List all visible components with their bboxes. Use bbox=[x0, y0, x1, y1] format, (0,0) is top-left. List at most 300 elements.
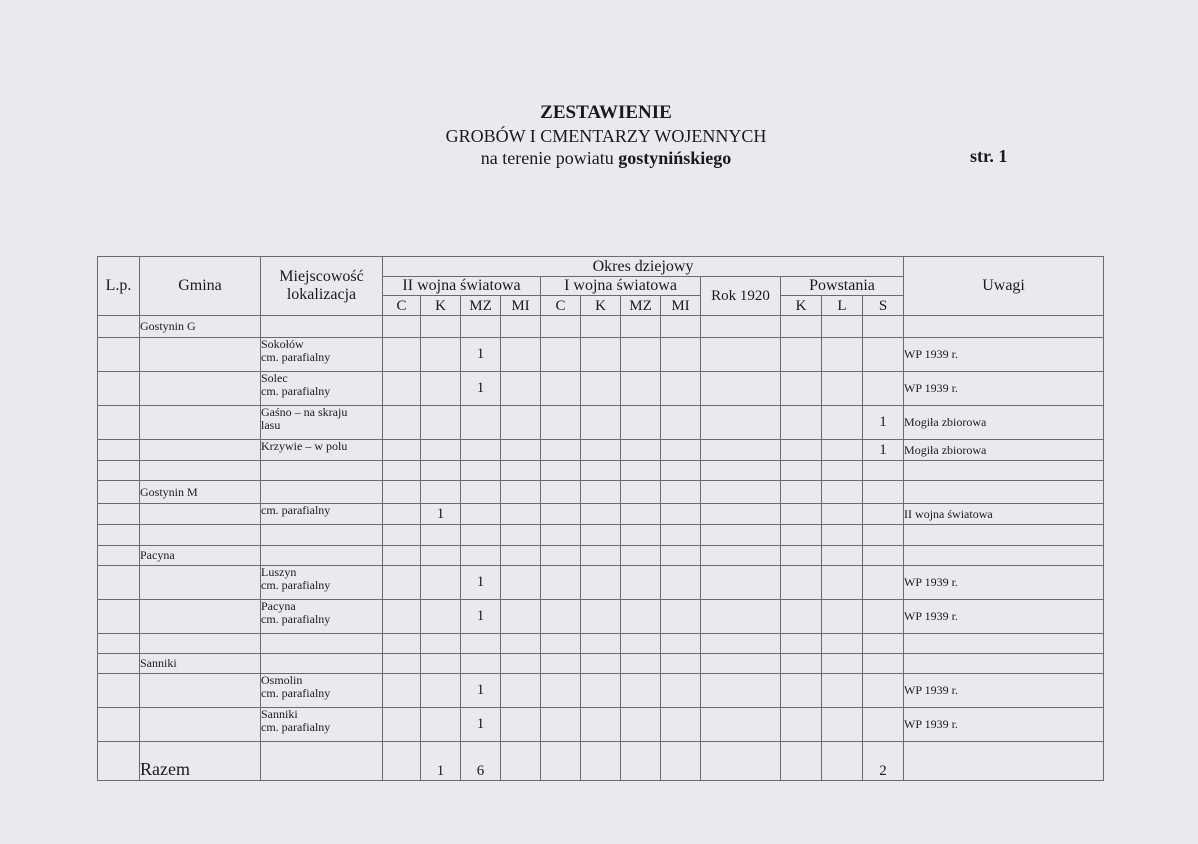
cell-count bbox=[822, 406, 863, 440]
subheader-ww1-k: K bbox=[581, 296, 621, 316]
cell-gmina bbox=[140, 372, 261, 406]
cell-count bbox=[383, 634, 421, 654]
cell-miejscowosc: Sokołów cm. parafialny bbox=[261, 338, 383, 372]
cell-count bbox=[781, 708, 822, 742]
cell-count bbox=[501, 525, 541, 546]
cell-count bbox=[701, 674, 781, 708]
cell-count bbox=[863, 708, 904, 742]
table-body bbox=[98, 316, 1104, 781]
cell-gmina bbox=[140, 566, 261, 600]
cell-count bbox=[863, 316, 904, 338]
cell-count bbox=[501, 566, 541, 600]
cell-count bbox=[541, 708, 581, 742]
cell-count: 1 bbox=[461, 566, 501, 600]
cell-miejscowosc bbox=[261, 461, 383, 481]
cell-count bbox=[661, 338, 701, 372]
cell-count bbox=[421, 461, 461, 481]
cell-count bbox=[822, 504, 863, 525]
cell-count bbox=[541, 440, 581, 461]
cell-count bbox=[863, 566, 904, 600]
cell-count bbox=[781, 504, 822, 525]
cell-count bbox=[581, 525, 621, 546]
cell-count bbox=[501, 461, 541, 481]
cell-count bbox=[421, 481, 461, 504]
cell-count bbox=[621, 566, 661, 600]
cell-count bbox=[822, 481, 863, 504]
cell-count bbox=[581, 338, 621, 372]
cell-count bbox=[863, 674, 904, 708]
total-count bbox=[541, 742, 581, 781]
title-line-3-district: gostynińskiego bbox=[618, 148, 732, 168]
cell-gmina bbox=[140, 708, 261, 742]
cell-count bbox=[383, 461, 421, 481]
header-uwagi: Uwagi bbox=[904, 257, 1104, 316]
total-label: Razem bbox=[140, 742, 261, 781]
cell-count bbox=[701, 654, 781, 674]
cell-count bbox=[383, 338, 421, 372]
cell-lp bbox=[98, 461, 140, 481]
cell-count bbox=[541, 461, 581, 481]
document-title bbox=[0, 101, 1198, 169]
cell-gmina bbox=[140, 674, 261, 708]
cell-count bbox=[781, 461, 822, 481]
cell-count bbox=[863, 654, 904, 674]
subheader-ww1-mi: MI bbox=[661, 296, 701, 316]
cell-count: 1 bbox=[461, 372, 501, 406]
cell-miejscowosc: Pacyna cm. parafialny bbox=[261, 600, 383, 634]
cell-uwagi bbox=[904, 742, 1104, 781]
cell-count bbox=[781, 600, 822, 634]
cell-count bbox=[701, 504, 781, 525]
cell-count bbox=[581, 566, 621, 600]
cell-count bbox=[822, 546, 863, 566]
cell-count bbox=[822, 654, 863, 674]
cell-count bbox=[661, 406, 701, 440]
header-okres: Okres dziejowy bbox=[383, 257, 904, 277]
cell-uwagi bbox=[904, 546, 1104, 566]
cell-lp bbox=[98, 440, 140, 461]
cell-count bbox=[863, 338, 904, 372]
cell-lp bbox=[98, 481, 140, 504]
cell-count bbox=[661, 708, 701, 742]
cell-count bbox=[863, 634, 904, 654]
title-line-2: GROBÓW I CMENTARZY WOJENNYCH bbox=[445, 126, 767, 146]
cell-gmina bbox=[140, 461, 261, 481]
cell-uwagi: Mogiła zbiorowa bbox=[904, 440, 1104, 461]
cell-lp bbox=[98, 504, 140, 525]
cell-count bbox=[863, 600, 904, 634]
cell-count bbox=[581, 316, 621, 338]
cell-uwagi: WP 1939 r. bbox=[904, 566, 1104, 600]
cell-miejscowosc bbox=[261, 634, 383, 654]
header-miejscowosc: Miejscowość lokalizacja bbox=[261, 257, 383, 316]
cell-gmina bbox=[140, 634, 261, 654]
cell-gmina: Sanniki bbox=[140, 654, 261, 674]
cell-count bbox=[581, 674, 621, 708]
cell-count bbox=[822, 634, 863, 654]
header-ww1: I wojna światowa bbox=[541, 277, 701, 296]
cell-count bbox=[501, 634, 541, 654]
table-row bbox=[98, 654, 1104, 674]
total-count bbox=[581, 742, 621, 781]
cell-count bbox=[383, 481, 421, 504]
cell-gmina bbox=[140, 440, 261, 461]
cell-count bbox=[461, 654, 501, 674]
cell-count bbox=[421, 525, 461, 546]
cell-count bbox=[421, 566, 461, 600]
table-row bbox=[98, 338, 1104, 372]
cell-lp bbox=[98, 674, 140, 708]
cell-count bbox=[421, 708, 461, 742]
cell-count bbox=[501, 440, 541, 461]
cell-count bbox=[581, 372, 621, 406]
cell-count bbox=[701, 338, 781, 372]
cell-count bbox=[501, 338, 541, 372]
cell-count bbox=[621, 634, 661, 654]
cell-count bbox=[822, 600, 863, 634]
cell-count bbox=[461, 546, 501, 566]
cell-count bbox=[383, 316, 421, 338]
cell-gmina bbox=[140, 504, 261, 525]
cell-count bbox=[822, 338, 863, 372]
title-line-1: ZESTAWIENIE bbox=[540, 102, 672, 123]
cell-lp bbox=[98, 654, 140, 674]
cell-count bbox=[541, 504, 581, 525]
total-count: 6 bbox=[461, 742, 501, 781]
cell-count bbox=[541, 481, 581, 504]
cell-count bbox=[541, 372, 581, 406]
cell-count bbox=[621, 481, 661, 504]
cell-count bbox=[461, 634, 501, 654]
cell-uwagi bbox=[904, 316, 1104, 338]
cell-lp bbox=[98, 338, 140, 372]
cell-count bbox=[621, 461, 661, 481]
cell-lp bbox=[98, 406, 140, 440]
cell-count bbox=[661, 461, 701, 481]
cell-count bbox=[781, 406, 822, 440]
cell-count bbox=[461, 440, 501, 461]
cell-count bbox=[501, 406, 541, 440]
total-count bbox=[781, 742, 822, 781]
cell-count bbox=[621, 440, 661, 461]
cell-count bbox=[621, 708, 661, 742]
cell-count bbox=[822, 708, 863, 742]
cell-miejscowosc bbox=[261, 546, 383, 566]
cell-count bbox=[621, 674, 661, 708]
cell-count bbox=[621, 546, 661, 566]
cell-count bbox=[541, 566, 581, 600]
cell-count bbox=[701, 406, 781, 440]
cell-count bbox=[421, 406, 461, 440]
cell-uwagi: WP 1939 r. bbox=[904, 600, 1104, 634]
cell-count bbox=[581, 708, 621, 742]
cell-count bbox=[661, 566, 701, 600]
cell-count bbox=[661, 316, 701, 338]
cell-miejscowosc: Krzywie – w polu bbox=[261, 440, 383, 461]
cell-count: 1 bbox=[421, 504, 461, 525]
cell-count bbox=[701, 546, 781, 566]
table-row bbox=[98, 372, 1104, 406]
cell-miejscowosc: Osmolin cm. parafialny bbox=[261, 674, 383, 708]
cell-count bbox=[541, 406, 581, 440]
cell-count bbox=[383, 525, 421, 546]
cell-count bbox=[383, 654, 421, 674]
cell-count bbox=[501, 546, 541, 566]
cell-count bbox=[541, 634, 581, 654]
table-row bbox=[98, 600, 1104, 634]
cell-count: 1 bbox=[461, 600, 501, 634]
cell-gmina bbox=[140, 406, 261, 440]
cell-count bbox=[621, 338, 661, 372]
cell-lp bbox=[98, 525, 140, 546]
cell-count bbox=[541, 338, 581, 372]
table-row bbox=[98, 406, 1104, 440]
cell-count bbox=[822, 440, 863, 461]
cell-count bbox=[501, 316, 541, 338]
cell-count bbox=[781, 654, 822, 674]
cell-count: 1 bbox=[863, 440, 904, 461]
cell-count bbox=[781, 634, 822, 654]
cell-count: 1 bbox=[461, 338, 501, 372]
header-ww2: II wojna światowa bbox=[383, 277, 541, 296]
cell-lp bbox=[98, 708, 140, 742]
cell-count bbox=[661, 504, 701, 525]
cell-count bbox=[781, 338, 822, 372]
cell-miejscowosc: Solec cm. parafialny bbox=[261, 372, 383, 406]
cell-count bbox=[581, 504, 621, 525]
cell-count bbox=[661, 525, 701, 546]
cell-count bbox=[661, 546, 701, 566]
cell-miejscowosc bbox=[261, 481, 383, 504]
cell-count bbox=[421, 316, 461, 338]
cell-count bbox=[863, 546, 904, 566]
cell-count bbox=[661, 481, 701, 504]
cell-lp bbox=[98, 634, 140, 654]
cell-count bbox=[661, 634, 701, 654]
table-row bbox=[98, 708, 1104, 742]
cell-gmina: Gostynin G bbox=[140, 316, 261, 338]
cell-count bbox=[421, 372, 461, 406]
cell-count bbox=[863, 461, 904, 481]
cell-count bbox=[781, 566, 822, 600]
cell-count bbox=[822, 461, 863, 481]
cell-count bbox=[581, 461, 621, 481]
cell-count bbox=[383, 600, 421, 634]
cell-uwagi: WP 1939 r. bbox=[904, 338, 1104, 372]
cell-count bbox=[621, 372, 661, 406]
cell-count bbox=[863, 504, 904, 525]
subheader-ww2-mz: MZ bbox=[461, 296, 501, 316]
cell-miejscowosc: Luszyn cm. parafialny bbox=[261, 566, 383, 600]
subheader-ww2-c: C bbox=[383, 296, 421, 316]
cell-count bbox=[383, 708, 421, 742]
cell-count bbox=[701, 566, 781, 600]
cell-uwagi: WP 1939 r. bbox=[904, 372, 1104, 406]
cell-count bbox=[581, 546, 621, 566]
cell-count bbox=[822, 525, 863, 546]
cell-count bbox=[461, 316, 501, 338]
cell-count bbox=[461, 525, 501, 546]
cell-count bbox=[661, 654, 701, 674]
cell-count bbox=[421, 440, 461, 461]
cell-miejscowosc: Sanniki cm. parafialny bbox=[261, 708, 383, 742]
cell-miejscowosc: Gaśno – na skraju lasu bbox=[261, 406, 383, 440]
cell-count bbox=[461, 406, 501, 440]
cell-count bbox=[621, 600, 661, 634]
cell-lp bbox=[98, 546, 140, 566]
cell-count bbox=[501, 481, 541, 504]
cell-count bbox=[701, 481, 781, 504]
cell-lp bbox=[98, 566, 140, 600]
cell-count bbox=[863, 372, 904, 406]
total-row bbox=[98, 742, 1104, 781]
cell-count bbox=[863, 481, 904, 504]
cell-count: 1 bbox=[863, 406, 904, 440]
total-count bbox=[661, 742, 701, 781]
cell-count: 1 bbox=[461, 708, 501, 742]
cell-uwagi bbox=[904, 654, 1104, 674]
cell-count bbox=[461, 481, 501, 504]
cell-count bbox=[421, 546, 461, 566]
total-count bbox=[701, 742, 781, 781]
cell-count bbox=[781, 440, 822, 461]
table-header bbox=[98, 257, 1104, 316]
cell-count bbox=[383, 406, 421, 440]
header-lp: L.p. bbox=[98, 257, 140, 316]
cell-count bbox=[501, 372, 541, 406]
total-count bbox=[621, 742, 661, 781]
subheader-powstania-l: L bbox=[822, 296, 863, 316]
table-row bbox=[98, 481, 1104, 504]
header-powstania: Powstania bbox=[781, 277, 904, 296]
cell-count bbox=[541, 674, 581, 708]
cell-count bbox=[822, 566, 863, 600]
total-count: 2 bbox=[863, 742, 904, 781]
cell-miejscowosc bbox=[261, 654, 383, 674]
cell-count bbox=[661, 440, 701, 461]
cell-lp bbox=[98, 742, 140, 781]
cell-count bbox=[581, 634, 621, 654]
table-row bbox=[98, 674, 1104, 708]
cell-count bbox=[822, 372, 863, 406]
total-count: 1 bbox=[421, 742, 461, 781]
cell-uwagi bbox=[904, 461, 1104, 481]
cell-count bbox=[863, 525, 904, 546]
total-count bbox=[383, 742, 421, 781]
cell-count bbox=[781, 481, 822, 504]
cell-count bbox=[501, 708, 541, 742]
cell-count bbox=[541, 654, 581, 674]
title-line-3 bbox=[0, 147, 1198, 169]
cell-count bbox=[421, 600, 461, 634]
cell-count bbox=[781, 674, 822, 708]
cell-gmina bbox=[140, 600, 261, 634]
cell-miejscowosc bbox=[261, 316, 383, 338]
subheader-ww1-mz: MZ bbox=[621, 296, 661, 316]
cell-count bbox=[461, 504, 501, 525]
cell-count bbox=[383, 372, 421, 406]
cell-count bbox=[621, 406, 661, 440]
header-rok1920: Rok 1920 bbox=[701, 277, 781, 316]
cell-miejscowosc: cm. parafialny bbox=[261, 504, 383, 525]
cell-count bbox=[581, 600, 621, 634]
cell-count bbox=[383, 504, 421, 525]
cell-count bbox=[621, 316, 661, 338]
cell-count bbox=[701, 600, 781, 634]
cell-count bbox=[541, 316, 581, 338]
cell-count bbox=[701, 372, 781, 406]
cell-count bbox=[621, 504, 661, 525]
cell-count bbox=[701, 634, 781, 654]
cell-count bbox=[661, 674, 701, 708]
cell-count bbox=[383, 566, 421, 600]
cell-count bbox=[781, 546, 822, 566]
cell-count bbox=[781, 372, 822, 406]
cell-count bbox=[661, 372, 701, 406]
cell-count bbox=[701, 316, 781, 338]
cell-count bbox=[383, 674, 421, 708]
cell-count bbox=[701, 440, 781, 461]
cell-gmina: Pacyna bbox=[140, 546, 261, 566]
cell-count bbox=[421, 634, 461, 654]
subheader-powstania-s: S bbox=[863, 296, 904, 316]
table-row bbox=[98, 504, 1104, 525]
total-count bbox=[822, 742, 863, 781]
cell-count bbox=[822, 316, 863, 338]
cell-count bbox=[421, 338, 461, 372]
cell-gmina bbox=[140, 525, 261, 546]
cell-uwagi bbox=[904, 481, 1104, 504]
cell-lp bbox=[98, 372, 140, 406]
cell-count: 1 bbox=[461, 674, 501, 708]
table-row bbox=[98, 525, 1104, 546]
cell-count bbox=[621, 654, 661, 674]
table-row bbox=[98, 461, 1104, 481]
cell-count bbox=[781, 525, 822, 546]
table-row bbox=[98, 440, 1104, 461]
cell-uwagi: WP 1939 r. bbox=[904, 708, 1104, 742]
cell-count bbox=[421, 654, 461, 674]
cell-count bbox=[383, 440, 421, 461]
cell-count bbox=[541, 546, 581, 566]
cell-count bbox=[581, 406, 621, 440]
cell-count bbox=[383, 546, 421, 566]
subheader-ww2-mi: MI bbox=[501, 296, 541, 316]
cell-count bbox=[421, 674, 461, 708]
cell-uwagi: II wojna światowa bbox=[904, 504, 1104, 525]
cell-count bbox=[501, 674, 541, 708]
cell-count bbox=[822, 674, 863, 708]
cell-count bbox=[781, 316, 822, 338]
subheader-ww2-k: K bbox=[421, 296, 461, 316]
cell-count bbox=[461, 461, 501, 481]
cell-gmina: Gostynin M bbox=[140, 481, 261, 504]
cell-count bbox=[581, 481, 621, 504]
cell-uwagi: Mogiła zbiorowa bbox=[904, 406, 1104, 440]
cell-count bbox=[501, 654, 541, 674]
table-row bbox=[98, 634, 1104, 654]
cell-count bbox=[621, 525, 661, 546]
cell-count bbox=[581, 654, 621, 674]
header-gmina: Gmina bbox=[140, 257, 261, 316]
cell-count bbox=[541, 525, 581, 546]
cell-lp bbox=[98, 316, 140, 338]
table-row bbox=[98, 546, 1104, 566]
subheader-powstania-k: K bbox=[781, 296, 822, 316]
cell-uwagi bbox=[904, 634, 1104, 654]
total-count bbox=[501, 742, 541, 781]
cell-count bbox=[701, 525, 781, 546]
